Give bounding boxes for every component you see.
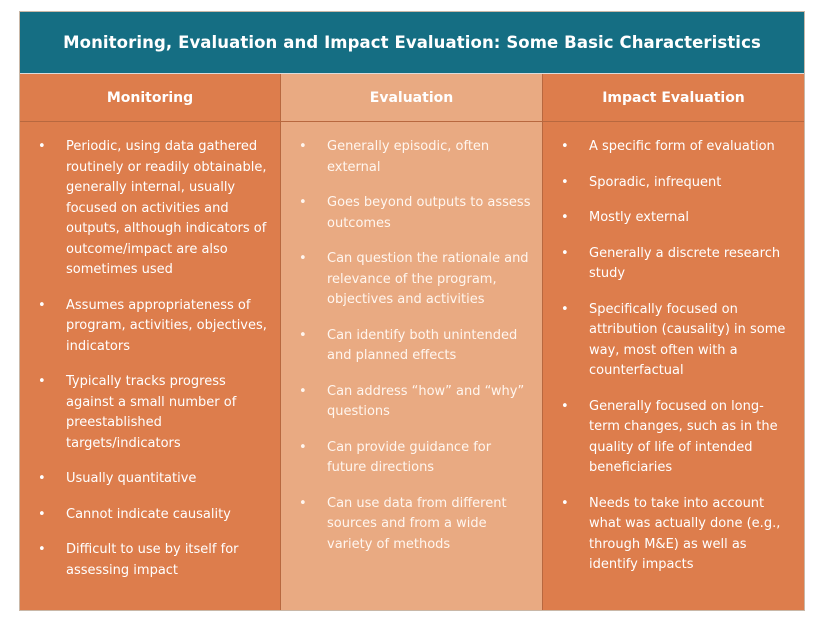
list-item [34, 137, 270, 281]
list-item [34, 505, 270, 526]
list-item-text: Specifically focused on attribution (causality) in some way, most often with a counterfactual [589, 301, 786, 378]
bullet-icon: • [561, 398, 569, 414]
list-item [34, 296, 270, 358]
list-item-text: Generally episodic, often external [327, 139, 490, 175]
list-item [557, 494, 794, 576]
bullet-icon: • [38, 139, 46, 154]
bullet-list-evaluation [281, 122, 542, 555]
bullet-icon: • [561, 301, 569, 317]
bullet-list-impact-evaluation [543, 122, 804, 576]
bullet-icon: • [38, 374, 46, 389]
list-item-text: Needs to take into account what was actually done (e.g., through M&E) as well as identify impacts [589, 495, 781, 572]
column-heading-impact-evaluation: Impact Evaluation [543, 74, 804, 122]
list-item-text: Sporadic, infrequent [589, 174, 722, 190]
list-item-text: Can use data from different sources and from a wide variety of methods [327, 495, 507, 552]
bullet-icon: • [38, 506, 46, 522]
bullet-icon: • [38, 471, 46, 486]
column-heading-monitoring: Monitoring [20, 74, 280, 122]
list-item-text: Goes beyond outputs to assess outcomes [327, 195, 531, 231]
list-item [557, 173, 794, 194]
list-item-text: A specific form of evaluation [589, 139, 775, 154]
list-item-text: Difficult to use by itself for assessing impact [66, 542, 239, 578]
bullet-list-monitoring [20, 122, 280, 581]
list-item [295, 494, 532, 556]
column-monitoring [20, 74, 281, 610]
list-item-text: Generally focused on long-term changes, such as in the quality of life of intended beneficiaries [589, 398, 778, 475]
list-item-text: Can question the rationale and relevance of the program, objectives and activities [327, 251, 529, 307]
list-item-text: Assumes appropriateness of program, activities, objectives, indicators [66, 297, 267, 354]
list-item [295, 137, 532, 178]
list-item [295, 193, 532, 234]
list-item [34, 469, 270, 490]
list-item-text: Cannot indicate causality [66, 506, 231, 522]
bullet-icon: • [299, 327, 307, 343]
bullet-icon: • [561, 245, 569, 261]
list-item-text: Can address “how” and “why” questions [327, 383, 525, 419]
list-item-text: Generally a discrete research study [589, 245, 781, 281]
list-item-text: Can identify both unintended and planned effects [327, 327, 518, 363]
list-item [34, 540, 270, 581]
bullet-icon: • [299, 495, 307, 511]
bullet-icon: • [38, 297, 46, 313]
list-item [295, 326, 532, 367]
list-item [557, 300, 794, 382]
list-item [557, 208, 794, 229]
bullet-icon: • [38, 542, 46, 557]
bullet-icon: • [561, 139, 569, 154]
bullet-icon: • [299, 383, 307, 399]
list-item [557, 244, 794, 285]
bullet-icon: • [561, 210, 569, 225]
list-item [295, 438, 532, 479]
column-heading-evaluation: Evaluation [281, 74, 542, 122]
list-item [557, 137, 794, 158]
table-title: Monitoring, Evaluation and Impact Evaluation: Some Basic Characteristics [20, 12, 804, 74]
column-evaluation [281, 74, 543, 610]
list-item-text: Periodic, using data gathered routinely or readily obtainable, generally internal, usually focused on activities and outputs, although indicators of outcome/impact are also sometimes used [66, 139, 267, 277]
list-item-text: Mostly external [589, 210, 689, 225]
list-item-text: Usually quantitative [66, 471, 197, 486]
bullet-icon: • [299, 439, 307, 455]
bullet-icon: • [561, 174, 569, 190]
bullet-icon: • [299, 195, 307, 210]
list-item [557, 397, 794, 479]
characteristics-table [20, 12, 804, 610]
bullet-icon: • [561, 495, 569, 511]
list-item [295, 249, 532, 311]
list-item [295, 382, 532, 423]
bullet-icon: • [299, 251, 307, 266]
column-impact-evaluation [543, 74, 804, 610]
list-item-text: Can provide guidance for future directions [327, 439, 492, 475]
bullet-icon: • [299, 139, 307, 154]
list-item-text: Typically tracks progress against a small number of preestablished targets/indicators [66, 374, 237, 451]
columns-row [20, 74, 804, 610]
list-item [34, 372, 270, 454]
